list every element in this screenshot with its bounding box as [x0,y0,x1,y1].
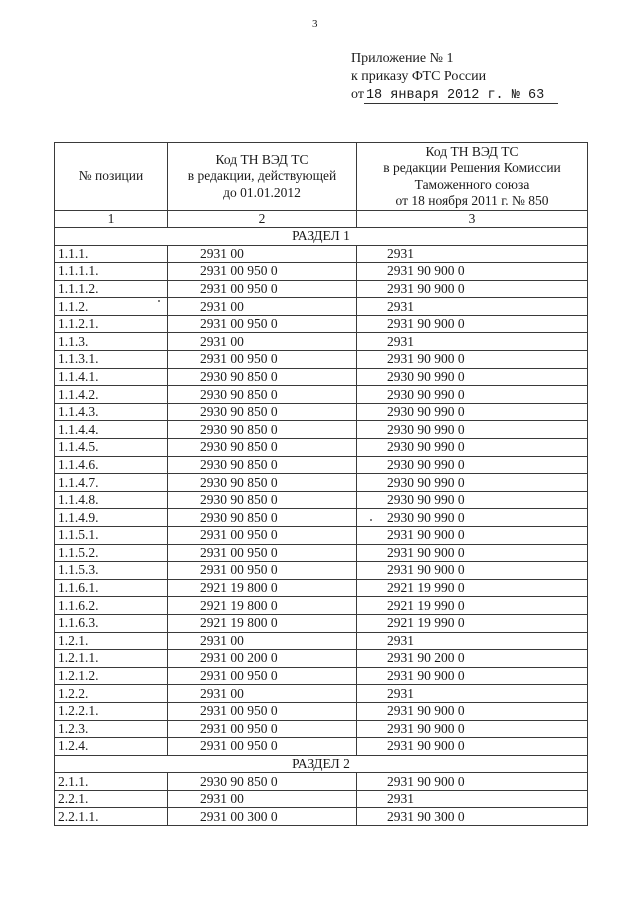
table-row [55,298,588,316]
old-code-cell: 2931 00 200 0 [168,650,357,668]
table-row [55,579,588,597]
new-code-cell: 2931 [357,685,588,703]
new-code-cell: 2930 90 990 0 [357,474,588,492]
position-number-cell: 1.1.6.1. [55,579,168,597]
old-code-cell: 2930 90 850 0 [168,773,357,791]
header-line: от 18 ноября 2011 г. № 850 [395,193,549,208]
position-number-cell: 1.2.1. [55,632,168,650]
old-code-cell: 2931 00 950 0 [168,720,357,738]
old-code-cell: 2931 00 [168,685,357,703]
old-code-cell: 2921 19 800 0 [168,597,357,615]
table-row [55,456,588,474]
new-code-cell: 2931 90 900 0 [357,544,588,562]
position-number-cell: 1.1.4.2. [55,386,168,404]
position-number-cell: 1.1.1.1. [55,263,168,281]
old-code-cell: 2930 90 850 0 [168,456,357,474]
position-number-cell: 1.1.1. [55,245,168,263]
new-code-cell: 2931 [357,245,588,263]
old-code-cell: 2931 00 950 0 [168,562,357,580]
old-code-cell: 2921 19 800 0 [168,579,357,597]
table-row [55,738,588,756]
header-row [55,143,588,211]
header-code-new [357,143,588,211]
appendix-order-ref: к приказу ФТС России [351,69,487,84]
position-number-cell: 1.1.5.1. [55,527,168,545]
table-row [55,773,588,791]
new-code-cell: 2931 90 900 0 [357,280,588,298]
column-number: 2 [168,211,357,228]
old-code-cell: 2931 00 950 0 [168,544,357,562]
position-number-cell: 1.2.4. [55,738,168,756]
new-code-cell: 2930 90 990 0 [357,386,588,404]
codes-table-body [55,143,588,826]
old-code-cell: 2930 90 850 0 [168,368,357,386]
position-number-cell: 1.1.4.8. [55,491,168,509]
position-number-cell: 1.2.1.2. [55,667,168,685]
table-row [55,562,588,580]
position-number-cell: 2.2.1.1. [55,808,168,826]
table-row [55,667,588,685]
header-line: Код ТН ВЭД ТС [425,143,519,159]
position-number-cell: 1.1.5.2. [55,544,168,562]
new-code-cell: 2931 90 900 0 [357,667,588,685]
table-row [55,808,588,826]
table-row [55,386,588,404]
old-code-cell: 2931 00 [168,333,357,351]
old-code-cell: 2931 00 950 0 [168,702,357,720]
new-code-cell: 2931 90 900 0 [357,562,588,580]
new-code-cell: 2921 19 990 0 [357,597,588,615]
position-number-cell: 1.2.2.1. [55,702,168,720]
old-code-cell: 2930 90 850 0 [168,474,357,492]
position-number-cell: 2.1.1. [55,773,168,791]
position-number-cell: 1.1.4.9. [55,509,168,527]
position-number-cell: 1.1.3.1. [55,351,168,369]
old-code-cell: 2930 90 850 0 [168,386,357,404]
table-row [55,403,588,421]
table-row [55,509,588,527]
header-line: Таможенного союза [414,176,530,192]
appendix-order-date-line [351,86,558,104]
table-row [55,421,588,439]
position-number-cell: 1.2.1.1. [55,650,168,668]
section-title: РАЗДЕЛ 1 [55,228,588,246]
new-code-cell: 2931 90 900 0 [357,738,588,756]
position-number-cell: 1.1.4.7. [55,474,168,492]
position-number-cell: 1.1.2.1. [55,315,168,333]
table-row [55,351,588,369]
new-code-cell: 2931 90 200 0 [357,650,588,668]
position-number-cell: 2.2.1. [55,790,168,808]
table-row [55,702,588,720]
table-row [55,614,588,632]
position-number-cell: 1.1.1.2. [55,280,168,298]
order-date-number: 18 января 2012 г. № 63 [364,88,558,104]
table-row [55,597,588,615]
new-code-cell: 2931 [357,632,588,650]
column-numbers-row [55,211,588,228]
new-code-cell: 2931 90 900 0 [357,315,588,333]
table-row [55,720,588,738]
old-code-cell: 2931 00 [168,632,357,650]
new-code-cell: 2930 90 990 0 [357,456,588,474]
table-row [55,544,588,562]
new-code-cell: 2930 90 990 0 [357,509,588,527]
old-code-cell: 2930 90 850 0 [168,509,357,527]
table-row [55,439,588,457]
new-code-cell: 2930 90 990 0 [357,421,588,439]
old-code-cell: 2931 00 300 0 [168,808,357,826]
new-code-cell: 2931 90 900 0 [357,773,588,791]
new-code-cell: 2921 19 990 0 [357,614,588,632]
table-row [55,333,588,351]
new-code-cell: 2931 90 900 0 [357,720,588,738]
table-row [55,790,588,808]
position-number-cell: 1.1.3. [55,333,168,351]
new-code-cell: 2930 90 990 0 [357,439,588,457]
table-row [55,650,588,668]
position-number-cell: 1.2.3. [55,720,168,738]
date-prefix: от [351,87,364,102]
old-code-cell: 2930 90 850 0 [168,439,357,457]
table-row [55,315,588,333]
old-code-cell: 2930 90 850 0 [168,403,357,421]
old-code-cell: 2931 00 [168,298,357,316]
position-number-cell: 1.1.5.3. [55,562,168,580]
old-code-cell: 2930 90 850 0 [168,491,357,509]
old-code-cell: 2931 00 [168,790,357,808]
old-code-cell: 2921 19 800 0 [168,614,357,632]
section-row [55,755,588,773]
old-code-cell: 2931 00 950 0 [168,280,357,298]
old-code-cell: 2930 90 850 0 [168,421,357,439]
new-code-cell: 2930 90 990 0 [357,368,588,386]
old-code-cell: 2931 00 950 0 [168,667,357,685]
old-code-cell: 2931 00 950 0 [168,351,357,369]
table-row [55,474,588,492]
header-line: Код ТН ВЭД ТС [215,151,309,167]
old-code-cell: 2931 00 950 0 [168,738,357,756]
old-code-cell: 2931 00 950 0 [168,263,357,281]
position-number-cell: 1.1.4.1. [55,368,168,386]
table-row [55,491,588,509]
page-number: 3 [312,18,318,30]
table-row [55,527,588,545]
column-number: 3 [357,211,588,228]
table-row [55,245,588,263]
header-line: в редакции Решения Комиссии [383,160,561,175]
old-code-cell: 2931 00 [168,245,357,263]
position-number-cell: 1.1.6.2. [55,597,168,615]
position-number-cell: 1.1.4.5. [55,439,168,457]
section-row [55,228,588,246]
header-line: в редакции, действующей [187,168,337,184]
appendix-header [351,50,558,104]
position-number-cell: 1.1.6.3. [55,614,168,632]
new-code-cell: 2931 [357,298,588,316]
table-row [55,632,588,650]
new-code-cell: 2931 90 900 0 [357,702,588,720]
new-code-cell: 2930 90 990 0 [357,403,588,421]
old-code-cell: 2931 00 950 0 [168,315,357,333]
new-code-cell: 2930 90 990 0 [357,491,588,509]
new-code-cell: 2931 [357,790,588,808]
new-code-cell: 2931 90 900 0 [357,527,588,545]
table-row [55,280,588,298]
new-code-cell: 2921 19 990 0 [357,579,588,597]
appendix-title: Приложение № 1 [351,51,454,66]
position-number-cell: 1.1.4.6. [55,456,168,474]
header-position-number [55,143,168,211]
table-row [55,685,588,703]
new-code-cell: 2931 90 300 0 [357,808,588,826]
header-line: до 01.01.2012 [223,184,301,200]
header-line: № позиции [78,168,144,184]
position-number-cell: 1.1.2. [55,298,168,316]
column-number: 1 [55,211,168,228]
position-number-cell: 1.2.2. [55,685,168,703]
codes-table [54,142,588,826]
new-code-cell: 2931 90 900 0 [357,263,588,281]
table-row [55,263,588,281]
scan-speck [158,300,160,302]
header-code-old [168,143,357,211]
scan-speck [370,519,372,521]
new-code-cell: 2931 90 900 0 [357,351,588,369]
position-number-cell: 1.1.4.4. [55,421,168,439]
old-code-cell: 2931 00 950 0 [168,527,357,545]
new-code-cell: 2931 [357,333,588,351]
position-number-cell: 1.1.4.3. [55,403,168,421]
table-row [55,368,588,386]
section-title: РАЗДЕЛ 2 [55,755,588,773]
